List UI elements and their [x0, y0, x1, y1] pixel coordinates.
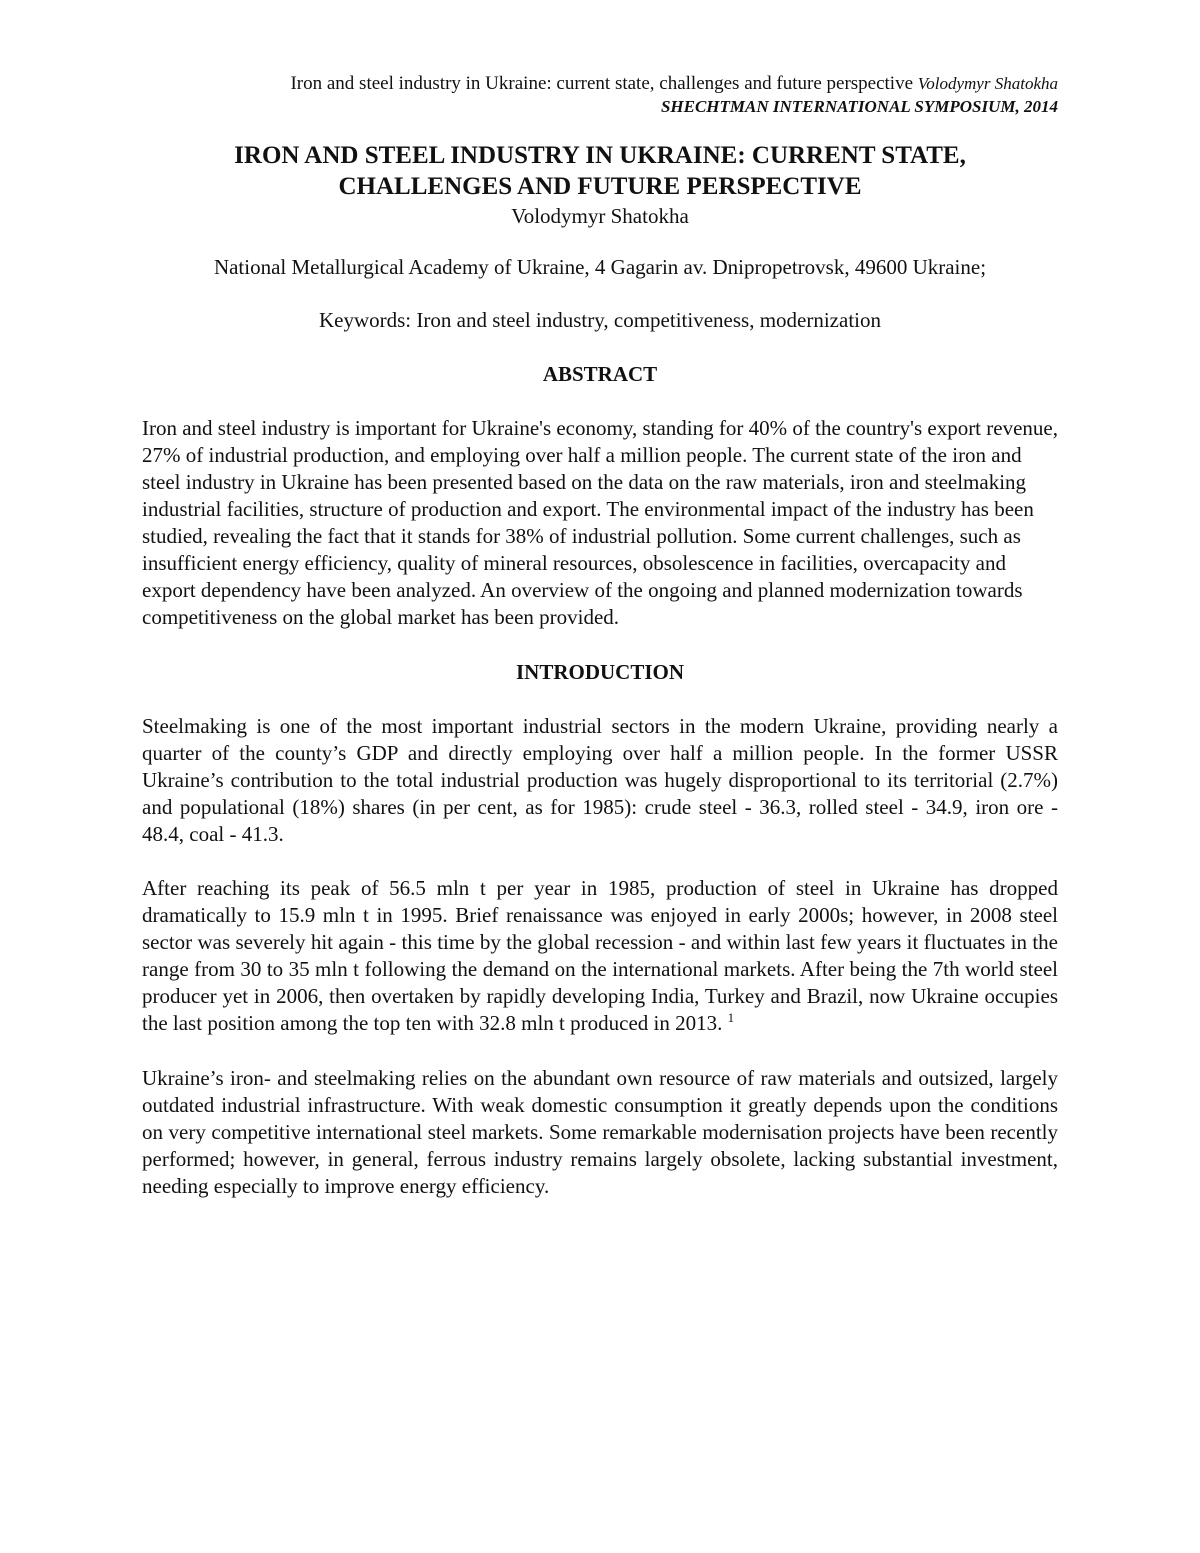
footnote-reference: 1: [727, 1010, 735, 1025]
paper-title-line-1: IRON AND STEEL INDUSTRY IN UKRAINE: CURRENT STATE,: [234, 142, 966, 169]
symposium-name: SHECHTMAN INTERNATIONAL SYMPOSIUM, 2014: [660, 97, 1058, 116]
introduction-paragraph-2: [142, 875, 1058, 1037]
running-title: Iron and steel industry in Ukraine: current state, challenges and future perspective: [290, 73, 914, 94]
abstract-text: Iron and steel industry is important for Ukraine's economy, standing for 40% of the country's export revenue, 27% of industrial production, and employing over half a million people. The current state of the iron and steel industry in Ukraine has been presented based on the data on the raw materials, iron and steelmaking industrial facilities, structure of production and export. The environmental impact of the industry has been studied, revealing the fact that it stands for 38% of industrial pollution. Some current challenges, such as insufficient energy efficiency, quality of mineral resources, obsolescence in facilities, overcapacity and export dependency have been analyzed. An overview of the ongoing and planned modernization towards competitiveness on the global market has been provided.: [142, 416, 1058, 629]
paper-author: Volodymyr Shatokha: [511, 204, 689, 228]
introduction-paragraph-3: Ukraine’s iron- and steelmaking relies on the abundant own resource of raw materials and outsized, largely outdated industrial infrastructure. With weak domestic consumption it greatly depends upon the conditions on very competitive international steel markets. Some remarkable modernisation projects have been recently performed; however, in general, ferrous industry remains largely obsolete, lacking substantial investment, needing especially to improve energy efficiency.: [142, 1066, 1058, 1198]
abstract-heading: ABSTRACT: [542, 362, 658, 386]
paper-title: [142, 140, 1058, 202]
running-author: Volodymyr Shatokha: [917, 74, 1058, 93]
introduction-paragraph-1: Steelmaking is one of the most important industrial sectors in the modern Ukraine, providing nearly a quarter of the county’s GDP and directly employing over half a million people. In the former USSR Ukraine’s contribution to the total industrial production was hugely disproportional to its territorial (2.7%) and populational (18%) shares (in per cent, as for 1985): crude steel - 36.3, rolled steel - 34.9, iron ore - 48.4, coal - 41.3.: [142, 714, 1058, 846]
introduction-paragraph-2-text: After reaching its peak of 56.5 mln t per year in 1985, production of steel in Ukraine has dropped dramatically to 15.9 mln t in 1995. Brief renaissance was enjoyed in early 2000s; however, in 2008 steel sector was severely hit again - this time by the global recession - and within last few years it fluctuates in the range from 30 to 35 mln t following the demand on the international markets. After being the 7th world steel producer yet in 2006, then overtaken by rapidly developing India, Turkey and Brazil, now Ukraine occupies the last position among the top ten with 32.8 mln t produced in 2013.: [142, 876, 1058, 1035]
running-header: [142, 72, 1058, 118]
paper-keywords: Keywords: Iron and steel industry, competitiveness, modernization: [318, 308, 881, 332]
introduction-heading: INTRODUCTION: [515, 660, 685, 684]
paper-affiliation: National Metallurgical Academy of Ukraine, 4 Gagarin av. Dnipropetrovsk, 49600 Ukraine;: [213, 255, 987, 279]
document-page: [142, 72, 1058, 1200]
paper-title-line-2: CHALLENGES AND FUTURE PERSPECTIVE: [338, 173, 862, 200]
